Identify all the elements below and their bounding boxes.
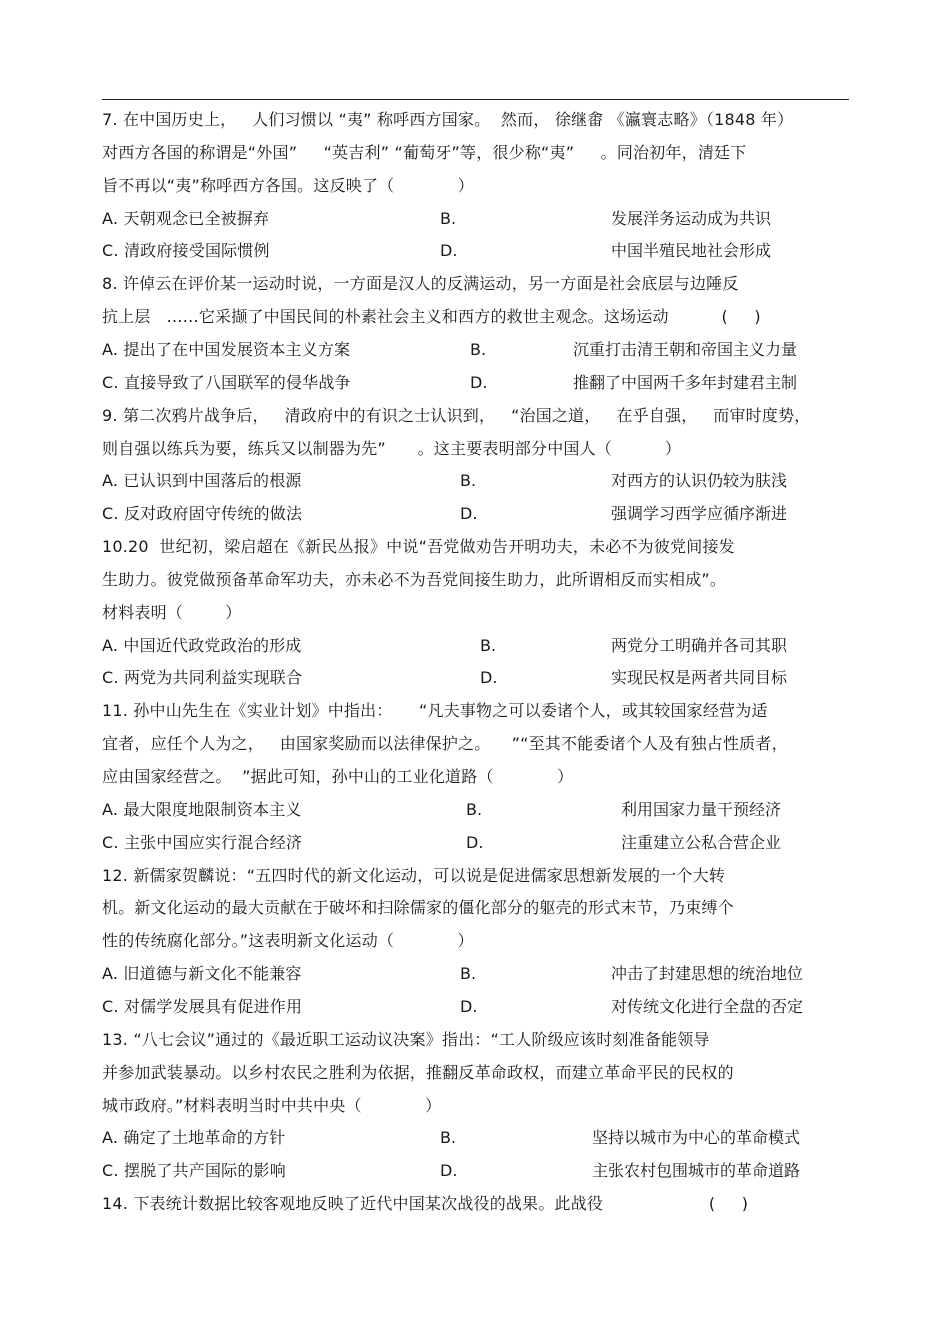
question-11-option-right-text: 利用国家力量干预经济 [621,799,782,819]
question-9-option-left: C. 反对政府固守传统的做法 [102,504,303,524]
question-10-stem-line: 10.20 世纪初，梁启超在《新民丛报》中说“吾党做劝告开明功夫，未必不为彼党间接发 [102,537,735,557]
question-10-option-left: C. 两党为共同利益实现联合 [102,668,303,688]
question-11-stem-line: 11. 孙中山先生在《实业计划》中指出： “凡夫事物之可以委诸个人，或其较国家经营为适 [102,701,768,721]
question-12-option-right-text: 对传统文化进行全盘的否定 [611,996,804,1016]
question-11-option-left: A. 最大限度地限制资本主义 [102,799,302,819]
question-9-option-right-text: 对西方的认识仍较为肤浅 [611,471,788,491]
question-12-option-right-label: B. [460,964,477,984]
question-7-option-right-text: 中国半殖民地社会形成 [611,241,772,261]
question-13-stem-line: 城市政府。”材料表明当时中共中央（ ） [102,1095,442,1115]
question-11-option-right-text: 注重建立公私合营企业 [621,832,782,852]
question-7-option-right-label: B. [440,208,457,228]
header-rule [102,99,849,100]
question-12-stem-line: 性的传统腐化部分。”这表明新文化运动（ ） [102,931,474,951]
question-12-option-right-label: D. [460,996,478,1016]
question-11-option-right-label: B. [466,799,483,819]
question-7-stem-line: 7. 在中国历史上， 人们习惯以 “夷” 称呼西方国家。 然而， 徐继畬 《瀛寰志略》（1848 年） [102,110,794,129]
question-10-option-right-label: D. [480,668,498,688]
question-12-stem-line: 机。新文化运动的最大贡献在于破坏和扫除儒家的僵化部分的躯壳的形式末节，乃束缚个 [102,898,734,918]
question-12-option-left: C. 对儒学发展具有促进作用 [102,996,303,1016]
question-8-option-right-label: B. [470,339,487,359]
question-12-option-left: A. 旧道德与新文化不能兼容 [102,964,302,984]
question-7-option-left: A. 天朝观念已全被摒弃 [102,208,270,228]
question-13-option-right-text: 坚持以城市为中心的革命模式 [592,1128,801,1148]
question-8-option-right-text: 沉重打击清王朝和帝国主义力量 [573,339,798,359]
question-13-option-right-text: 主张农村包围城市的革命道路 [592,1161,801,1181]
question-10-option-right-text: 两党分工明确并各司其职 [611,635,788,655]
question-8-option-right-text: 推翻了中国两千多年封建君主制 [573,372,798,392]
question-10-stem-line: 材料表明（ ） [102,602,242,622]
question-10-option-right-label: B. [480,635,497,655]
question-9-option-right-text: 强调学习西学应循序渐进 [611,504,788,524]
question-13-option-left: C. 摆脱了共产国际的影响 [102,1161,286,1181]
question-7-option-right-text: 发展洋务运动成为共识 [611,208,772,228]
question-8-option-right-label: D. [470,372,488,392]
question-11-stem-line: 应由国家经营之。 ”据此可知，孙中山的工业化道路（ ） [102,767,574,786]
question-13-option-right-label: B. [440,1128,457,1148]
question-7-stem-line: 旨不再以“夷”称呼西方各国。这反映了（ ） [102,175,475,195]
question-13-stem-line: 并参加武装暴动。以乡村农民之胜利为依据，推翻反革命政权，而建立革命平民的民权的 [102,1062,734,1082]
question-9-option-left: A. 已认识到中国落后的根源 [102,471,302,491]
question-11-option-right-label: D. [466,832,484,852]
question-14-stem-line: 14. 下表统计数据比较客观地反映了近代中国某次战役的战果。此战役 ( ) [102,1194,749,1214]
question-7-option-right-label: D. [440,241,458,261]
question-9-option-right-label: D. [460,504,478,524]
question-7-stem-line: 对西方各国的称谓是“外国” “英吉利” “葡萄牙”等，很少称“夷” 。同治初年，清廷下 [102,142,747,162]
question-12-stem-line: 12. 新儒家贺麟说：“五四时代的新文化运动，可以说是促进儒家思想新发展的一个大转 [102,865,726,885]
question-13-option-left: A. 确定了土地革命的方针 [102,1128,286,1148]
question-9-stem-line: 则自强以练兵为要，练兵又以制器为先” 。这主要表明部分中国人（ ） [102,438,682,458]
question-8-stem-line: 抗上层 ……它采撷了中国民间的朴素社会主义和西方的救世主观念。这场运动 ( ) [102,307,761,327]
question-12-option-right-text: 冲击了封建思想的统治地位 [611,964,804,984]
question-9-stem-line: 9. 第二次鸦片战争后， 清政府中的有识之士认识到， “治国之道， 在乎自强， 而审时度势， [102,405,811,425]
question-8-stem-line: 8. 许倬云在评价某一运动时说，一方面是汉人的反满运动，另一方面是社会底层与边陲反 [102,274,739,294]
question-10-option-right-text: 实现民权是两者共同目标 [611,668,788,688]
question-10-stem-line: 生助力。彼党做预备革命军功夫，亦未必不为吾党间接生助力，此所谓相反而实相成”。 [102,569,727,589]
question-13-stem-line: 13. “八七会议”通过的《最近职工运动议决案》指出：“工人阶级应该时刻准备能领导 [102,1029,710,1049]
question-8-option-left: C. 直接导致了八国联军的侵华战争 [102,372,351,392]
question-10-option-left: A. 中国近代政党政治的形成 [102,635,302,655]
question-8-option-left: A. 提出了在中国发展资本主义方案 [102,339,351,359]
question-11-option-left: C. 主张中国应实行混合经济 [102,832,303,852]
question-13-option-right-label: D. [440,1161,458,1181]
question-9-option-right-label: B. [460,471,477,491]
question-7-option-left: C. 清政府接受国际惯例 [102,241,270,261]
question-11-stem-line: 宜者，应任个人为之， 由国家奖励而以法律保护之。 ”“至其不能委诸个人及有独占性质者， [102,734,788,754]
